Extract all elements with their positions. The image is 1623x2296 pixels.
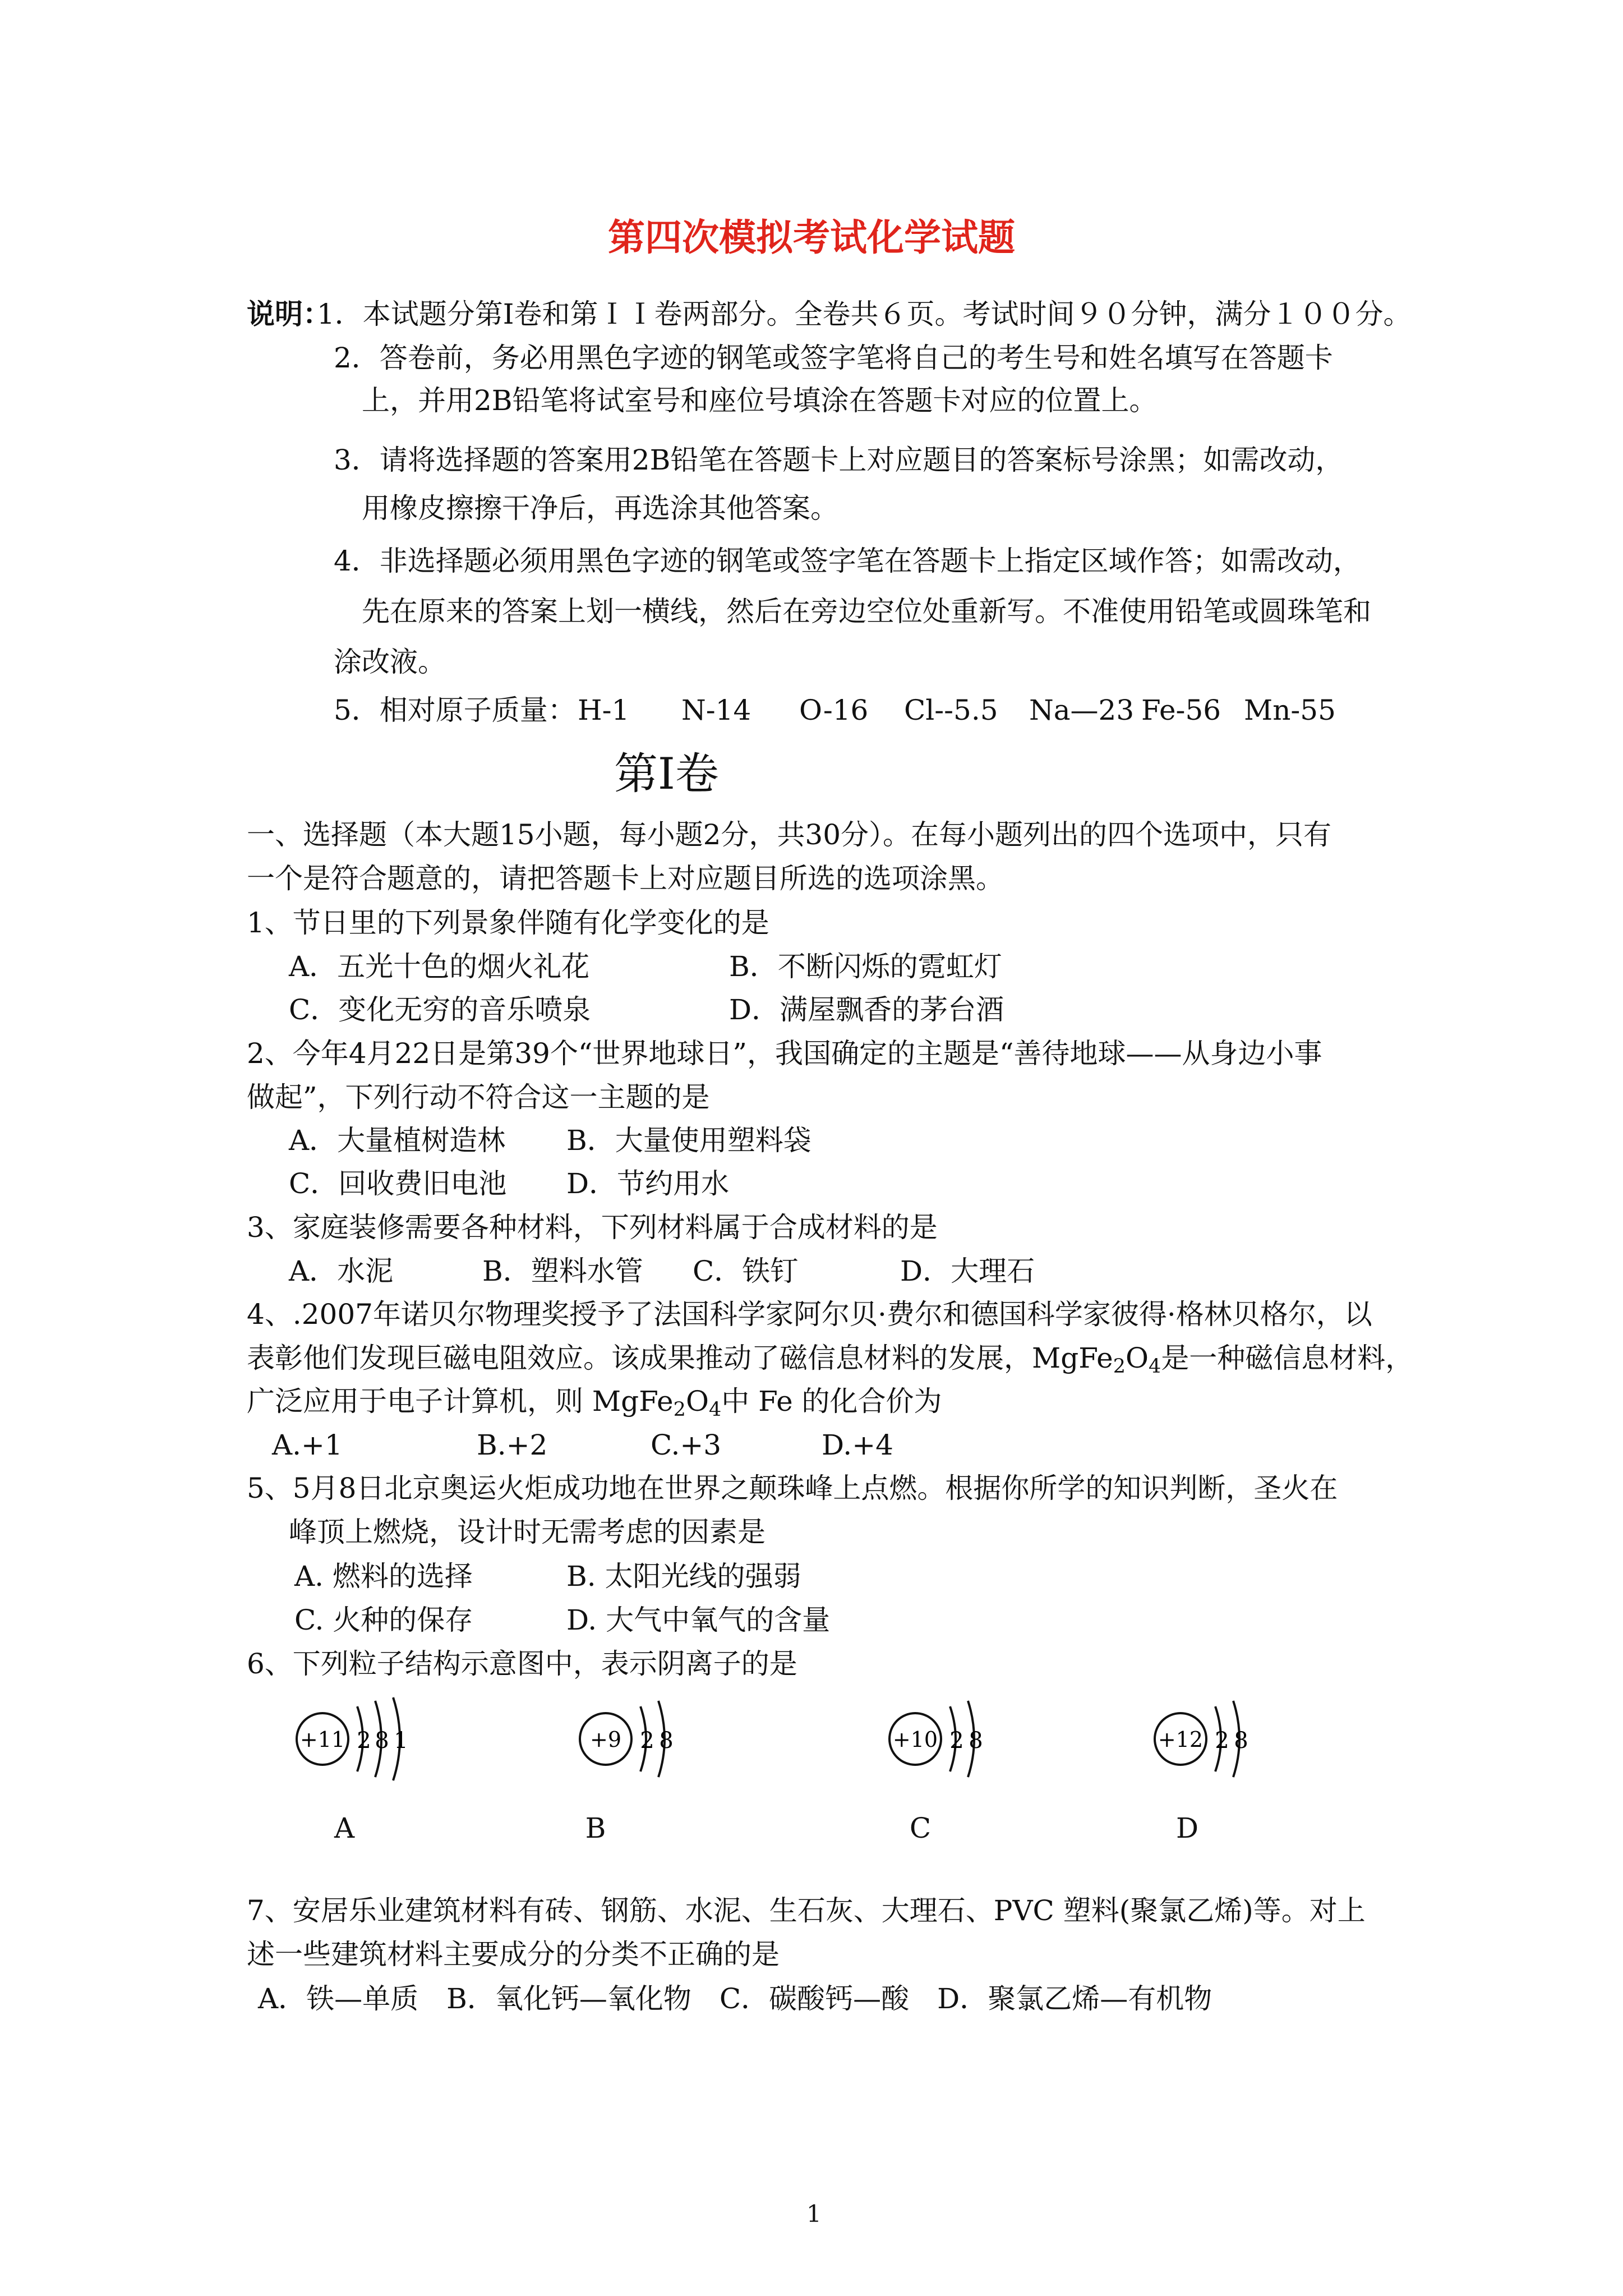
mass-value: Cl--5.5 (904, 694, 998, 726)
question-stem: 3、家庭装修需要各种材料，下列材料属于合成材料的是 (247, 1211, 938, 1244)
option: C. 火种的保存 (294, 1604, 473, 1636)
section-heading: 第Ⅰ卷 (614, 749, 719, 799)
page-number: 1 (806, 2200, 822, 2228)
diagram-label-c: C (909, 1812, 932, 1844)
option: A. 燃料的选择 (294, 1560, 473, 1593)
note-line: 1．本试题分第Ⅰ卷和第ＩＩ卷两部分。全卷共６页。考试时间９０分钟，满分１００分。 (317, 298, 1412, 330)
question-stem: 做起”，下列行动不符合这一主题的是 (247, 1081, 710, 1114)
svg-text:2: 2 (640, 1728, 654, 1754)
note-line: 涂改液。 (334, 646, 446, 678)
svg-text:+10: +10 (892, 1727, 938, 1752)
diagram-label-a: A (334, 1812, 355, 1844)
note-line: 4．非选择题必须用黑色字迹的钢笔或签字笔在答题卡上指定区域作答；如需改动， (334, 545, 1361, 577)
svg-text:+12: +12 (1158, 1727, 1204, 1752)
option: B．不断闪烁的霓虹灯 (729, 950, 1002, 983)
note-line: 先在原来的答案上划一横线，然后在旁边空位处重新写。不准使用铅笔或圆珠笔和 (362, 595, 1371, 628)
question-stem: 7、安居乐业建筑材料有砖、钢筋、水泥、生石灰、大理石、PVC 塑料(聚氯乙烯)等。对上 (247, 1894, 1366, 1927)
svg-text:+11: +11 (299, 1727, 345, 1752)
diagram-label-d: D (1175, 1812, 1199, 1844)
note-line: 3．请将选择题的答案用2B铅笔在答题卡上对应题目的答案标号涂黑；如需改动， (334, 444, 1344, 476)
particle-diagrams (0, 1683, 1623, 1795)
question-stem: 5、5月8日北京奥运火炬成功地在世界之颠珠峰上点燃。根据你所学的知识判断，圣火在 (247, 1472, 1338, 1504)
particle-diagram-d (1155, 1701, 1248, 1777)
svg-text:2: 2 (1215, 1728, 1229, 1754)
mass-value: N-14 (681, 694, 751, 726)
option: D．节约用水 (566, 1167, 730, 1200)
option: D．满屋飘香的茅台酒 (729, 993, 1004, 1026)
mass-value: Na—23 (1029, 694, 1135, 726)
svg-text:8: 8 (969, 1728, 983, 1754)
option: C．变化无穷的音乐喷泉 (289, 993, 591, 1026)
exam-title: 第四次模拟考试化学试题 (608, 215, 1015, 259)
svg-text:8: 8 (375, 1728, 389, 1754)
question-stem: 广泛应用于电子计算机，则 $MgFe_2O_4$中 Fe 的化合价为 (247, 1385, 942, 1421)
option: B．塑料水管 (482, 1255, 643, 1287)
question-stem: 6、下列粒子结构示意图中，表示阴离子的是 (247, 1648, 797, 1680)
option: D. 大气中氧气的含量 (566, 1604, 831, 1636)
part-intro: 一、选择题（本大题15小题，每小题2分，共30分）。在每小题列出的四个选项中，只有 (247, 818, 1332, 851)
diagram-label-b: B (585, 1812, 606, 1844)
svg-text:2: 2 (357, 1728, 371, 1754)
option: A．大量植树造林 (289, 1124, 506, 1157)
svg-text:1: 1 (394, 1728, 408, 1754)
option: B.+2 (477, 1429, 548, 1461)
option: D.+4 (822, 1429, 893, 1461)
option: B. 太阳光线的强弱 (566, 1560, 801, 1593)
svg-text:8: 8 (659, 1728, 674, 1754)
note-line: 上，并用2B铅笔将试室号和座位号填涂在答题卡对应的位置上。 (362, 384, 1158, 417)
question-stem: 1、节日里的下列景象伴随有化学变化的是 (247, 907, 769, 939)
particle-diagram-a (297, 1697, 408, 1780)
option: D．大理石 (900, 1255, 1035, 1287)
notes-label: 说明： (247, 297, 331, 330)
svg-text:8: 8 (1234, 1728, 1248, 1754)
note-line: 用橡皮擦擦干净后，再选涂其他答案。 (362, 492, 838, 524)
option: A．水泥 (289, 1255, 394, 1287)
svg-text:2: 2 (949, 1728, 964, 1754)
option: A.+1 (272, 1429, 343, 1461)
mass-value: H-1 (578, 694, 630, 726)
svg-text:+9: +9 (589, 1727, 622, 1752)
option: C．回收费旧电池 (289, 1167, 507, 1200)
particle-diagram-c (889, 1701, 983, 1777)
question-stem: 述一些建筑材料主要成分的分类不正确的是 (247, 1938, 780, 1971)
part-intro: 一个是符合题意的，请把答题卡上对应题目所选的选项涂黑。 (247, 862, 1004, 895)
note-line: 2．答卷前，务必用黑色字迹的钢笔或签字笔将自己的考生号和姓名填写在答题卡 (334, 342, 1333, 374)
mass-value: O-16 (799, 694, 869, 726)
option: C．铁钉 (693, 1255, 799, 1287)
particle-diagram-b (580, 1701, 674, 1777)
question-stem: 2、今年4月22日是第39个“世界地球日”，我国确定的主题是“善待地球——从身边小事 (247, 1037, 1322, 1070)
masses-label: 5．相对原子质量： (334, 694, 576, 726)
question-stem: 峰顶上燃烧，设计时无需考虑的因素是 (289, 1516, 766, 1548)
mass-value: Fe-56 (1141, 694, 1221, 726)
question-stem: 表彰他们发现巨磁电阻效应。该成果推动了磁信息材料的发展，$MgFe_2O_4$是一种磁信息材料， (247, 1342, 1414, 1378)
option: A．五光十色的烟火礼花 (289, 950, 590, 983)
mass-value: Mn-55 (1244, 694, 1336, 726)
option: B．大量使用塑料袋 (566, 1124, 811, 1157)
option: C.+3 (651, 1429, 722, 1461)
question-stem: 4、.2007年诺贝尔物理奖授予了法国科学家阿尔贝·费尔和德国科学家彼得·格林贝格尔，以 (247, 1298, 1372, 1331)
option-line: A．铁—单质 B．氧化钙—氧化物 C．碳酸钙—酸 D．聚氯乙烯—有机物 (258, 1982, 1212, 2015)
